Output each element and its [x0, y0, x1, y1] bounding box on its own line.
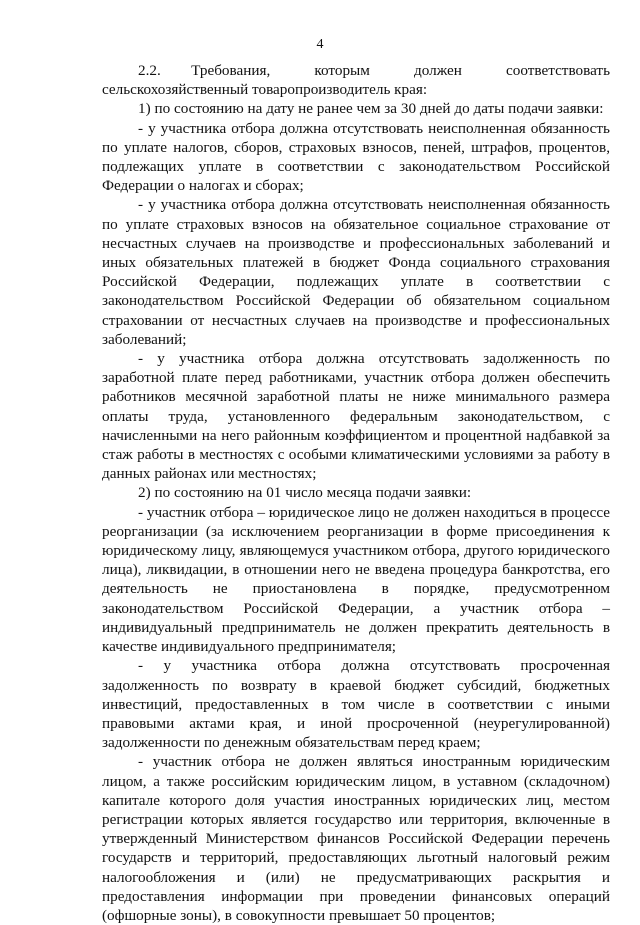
requirement-social-insurance: - у участника отбора должна отсутствовать неисполненная обязанность по уплате страховых взносов на обязательное социальное страхование от несчастных случаев на производстве и профессиональных заболеваний и иных обязательных платежей в бюджет Фонда социального страхования Российской Федерации, подлежащих уплате в соответствии с законодательством Российской Федерации об обязательном социальном страховании от несчастных случаев на производстве и профессиональных заболеваний;	[102, 196, 610, 348]
section-heading: 2.2. Требования, которым должен соответствовать сельскохозяйственный товаропроизводитель края:	[102, 62, 610, 99]
requirement-overdue-debt: - у участника отбора должна отсутствовать просроченная задолженность по возврату в краевой бюджет субсидий, бюджетных инвестиций, предоставленных в том числе в соответствии с иными правовыми актами края, и иной просроченной (неурегулированной) задолженности по денежным обязательствам перед краем;	[102, 657, 610, 752]
requirement-wages: - у участника отбора должна отсутствовать задолженность по заработной плате перед работниками, участник отбора должен обеспечить работников месячной заработной платы не ниже минимального размера оплаты труда, установленного федеральным законодательством, с начисленными на него районным коэффициентом и процентной надбавкой за стаж работы в местностях с особыми климатическими условиями за работу в данных районах или местностях;	[102, 350, 610, 483]
requirement-reorganization: - участник отбора – юридическое лицо не должен находиться в процессе реорганизации (за исключением реорганизации в форме присоединения к юридическому лицу, являющемуся участником отбора, другого юридического лица), ликвидации, в отношении него не введена процедура банкротства, его деятельность не приостановлена в порядке, предусмотренном законодательством Российской Федерации, а участник отбора – индивидуальный предприниматель не должен прекратить деятельность в качестве индивидуального предпринимателя;	[102, 503, 610, 656]
requirement-taxes: - у участника отбора должна отсутствовать неисполненная обязанность по уплате налогов, сборов, страховых взносов, пеней, штрафов, процентов, подлежащих уплате в соответствии с законодательством Российской Федерации о налогах и сборах;	[102, 119, 610, 195]
subsection-1-heading: 1) по состоянию на дату не ранее чем за 30 дней до даты подачи заявки:	[138, 100, 604, 118]
document-body	[102, 61, 610, 925]
requirement-foreign-entity: - участник отбора не должен являться иностранным юридическим лицом, а также российским юридическим лицом, в уставном (складочном) капитале которого доля участия иностранных юридических лиц, местом регистрации которых является государство или территория, включенные в утвержденный Министерством финансов Российской Федерации перечень государств и территорий, предоставляющих льготный налоговый режим налогообложения и (или) не предусматривающих раскрытия и предоставления информации при проведении финансовых операций (офшорные зоны), в совокупности превышает 50 процентов;	[102, 753, 610, 924]
page-number: 4	[316, 37, 324, 52]
subsection-2-heading: 2) по состоянию на 01 число месяца подачи заявки:	[138, 484, 472, 502]
